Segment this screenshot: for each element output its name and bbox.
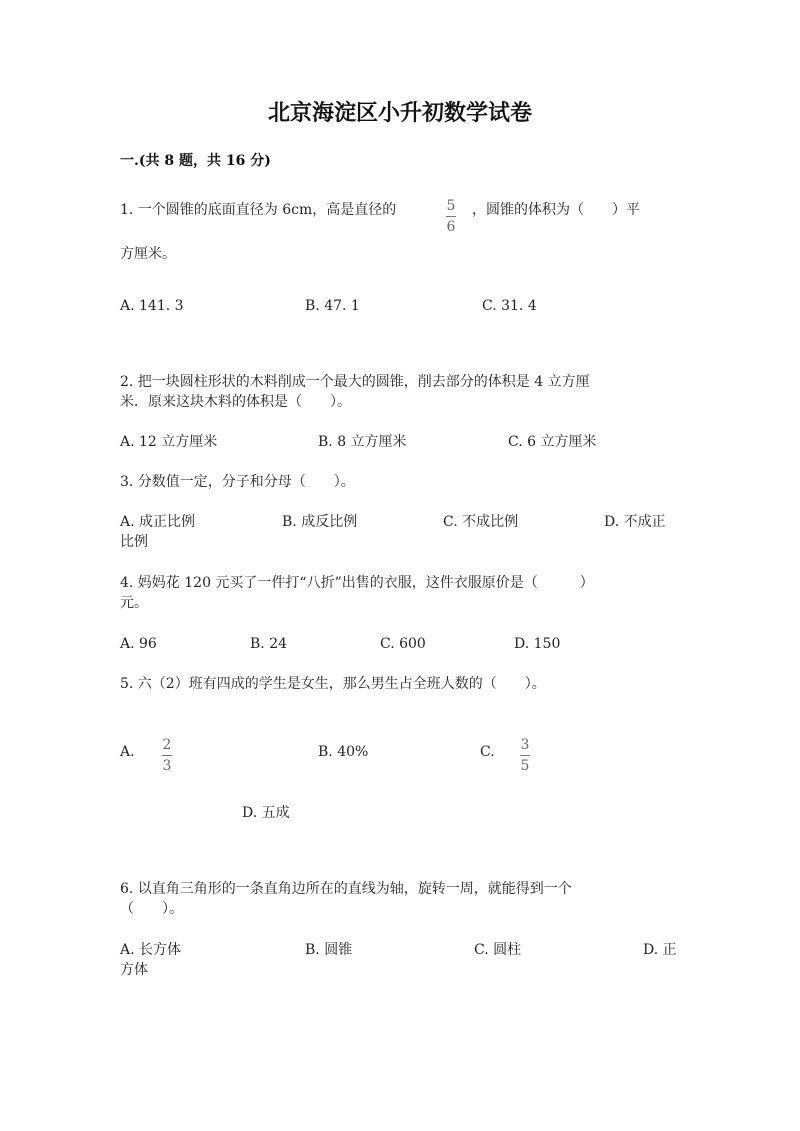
question-1-option-b[interactable]: B. 47. 1 xyxy=(305,298,360,314)
question-6-option-d[interactable]: D. 正 xyxy=(643,942,677,958)
question-3-text: 3. 分数值一定，分子和分母（ ）。 xyxy=(120,474,355,490)
section-heading: 一.(共 8 题，共 16 分) xyxy=(120,153,271,169)
question-4-text: 4. 妈妈花 120 元买了一件打“八折”出售的衣服，这件衣服原价是（ ） xyxy=(120,575,594,591)
fraction-bar xyxy=(446,216,456,217)
page-title: 北京海淀区小升初数学试卷 xyxy=(267,100,532,126)
question-4-option-b[interactable]: B. 24 xyxy=(250,636,288,652)
question-5-option-c-fraction[interactable] xyxy=(520,738,530,773)
fraction-denominator: 5 xyxy=(520,758,530,774)
question-6-text: 6. 以直角三角形的一条直角边所在的直线为轴，旋转一周，就能得到一个 xyxy=(120,881,572,897)
question-3-option-b[interactable]: B. 成反比例 xyxy=(282,514,358,530)
fraction-denominator: 6 xyxy=(446,219,456,235)
question-1-text-end: ，圆锥的体积为（ ）平 xyxy=(472,202,640,218)
fraction-numerator: 5 xyxy=(446,198,456,214)
question-1-text: 1. 一个圆锥的底面直径为 6cm，高是直径的 xyxy=(120,202,397,218)
question-6-option-a[interactable]: A. 长方体 xyxy=(120,942,182,958)
question-6-option-d-continued: 方体 xyxy=(120,962,148,978)
question-1-option-c[interactable]: C. 31. 4 xyxy=(482,298,537,314)
question-5-option-d[interactable]: D. 五成 xyxy=(242,805,290,821)
fraction-denominator: 3 xyxy=(162,758,172,774)
question-5-text: 5. 六（2）班有四成的学生是女生，那么男生占全班人数的（ ）。 xyxy=(120,676,546,692)
question-6-text-continued: （ ）。 xyxy=(120,901,183,917)
question-1-fraction xyxy=(446,199,456,234)
question-2-option-a[interactable]: A. 12 立方厘米 xyxy=(120,434,218,450)
fraction-numerator: 3 xyxy=(520,737,530,753)
fraction-bar xyxy=(162,755,172,756)
question-6-option-b[interactable]: B. 圆锥 xyxy=(305,942,353,958)
question-4-text-continued: 元。 xyxy=(120,595,148,611)
question-2-text-continued: 米．原来这块木料的体积是（ ）。 xyxy=(120,394,351,410)
question-6-option-c[interactable]: C. 圆柱 xyxy=(474,942,522,958)
question-4-option-c[interactable]: C. 600 xyxy=(380,636,426,652)
question-2-text: 2. 把一块圆柱形状的木料削成一个最大的圆锥，削去部分的体积是 4 立方厘 xyxy=(120,374,590,390)
question-3-option-a[interactable]: A. 成正比例 xyxy=(120,514,196,530)
question-5-option-b[interactable]: B. 40% xyxy=(318,744,369,760)
question-3-option-d-continued: 比例 xyxy=(120,534,148,550)
question-3-option-d[interactable]: D. 不成正 xyxy=(604,514,666,530)
question-5-option-a-label[interactable]: A. xyxy=(120,744,135,760)
question-5-option-c-label[interactable]: C. xyxy=(480,744,495,760)
question-5-option-a-fraction[interactable] xyxy=(162,738,172,773)
question-3-option-c[interactable]: C. 不成比例 xyxy=(443,514,519,530)
question-1-text-continued: 方厘米。 xyxy=(120,246,176,262)
question-1-option-a[interactable]: A. 141. 3 xyxy=(120,298,184,314)
fraction-numerator: 2 xyxy=(162,737,172,753)
question-2-option-c[interactable]: C. 6 立方厘米 xyxy=(508,434,597,450)
question-4-option-d[interactable]: D. 150 xyxy=(514,636,561,652)
question-2-option-b[interactable]: B. 8 立方厘米 xyxy=(318,434,407,450)
question-4-option-a[interactable]: A. 96 xyxy=(120,636,157,652)
fraction-bar xyxy=(520,755,530,756)
